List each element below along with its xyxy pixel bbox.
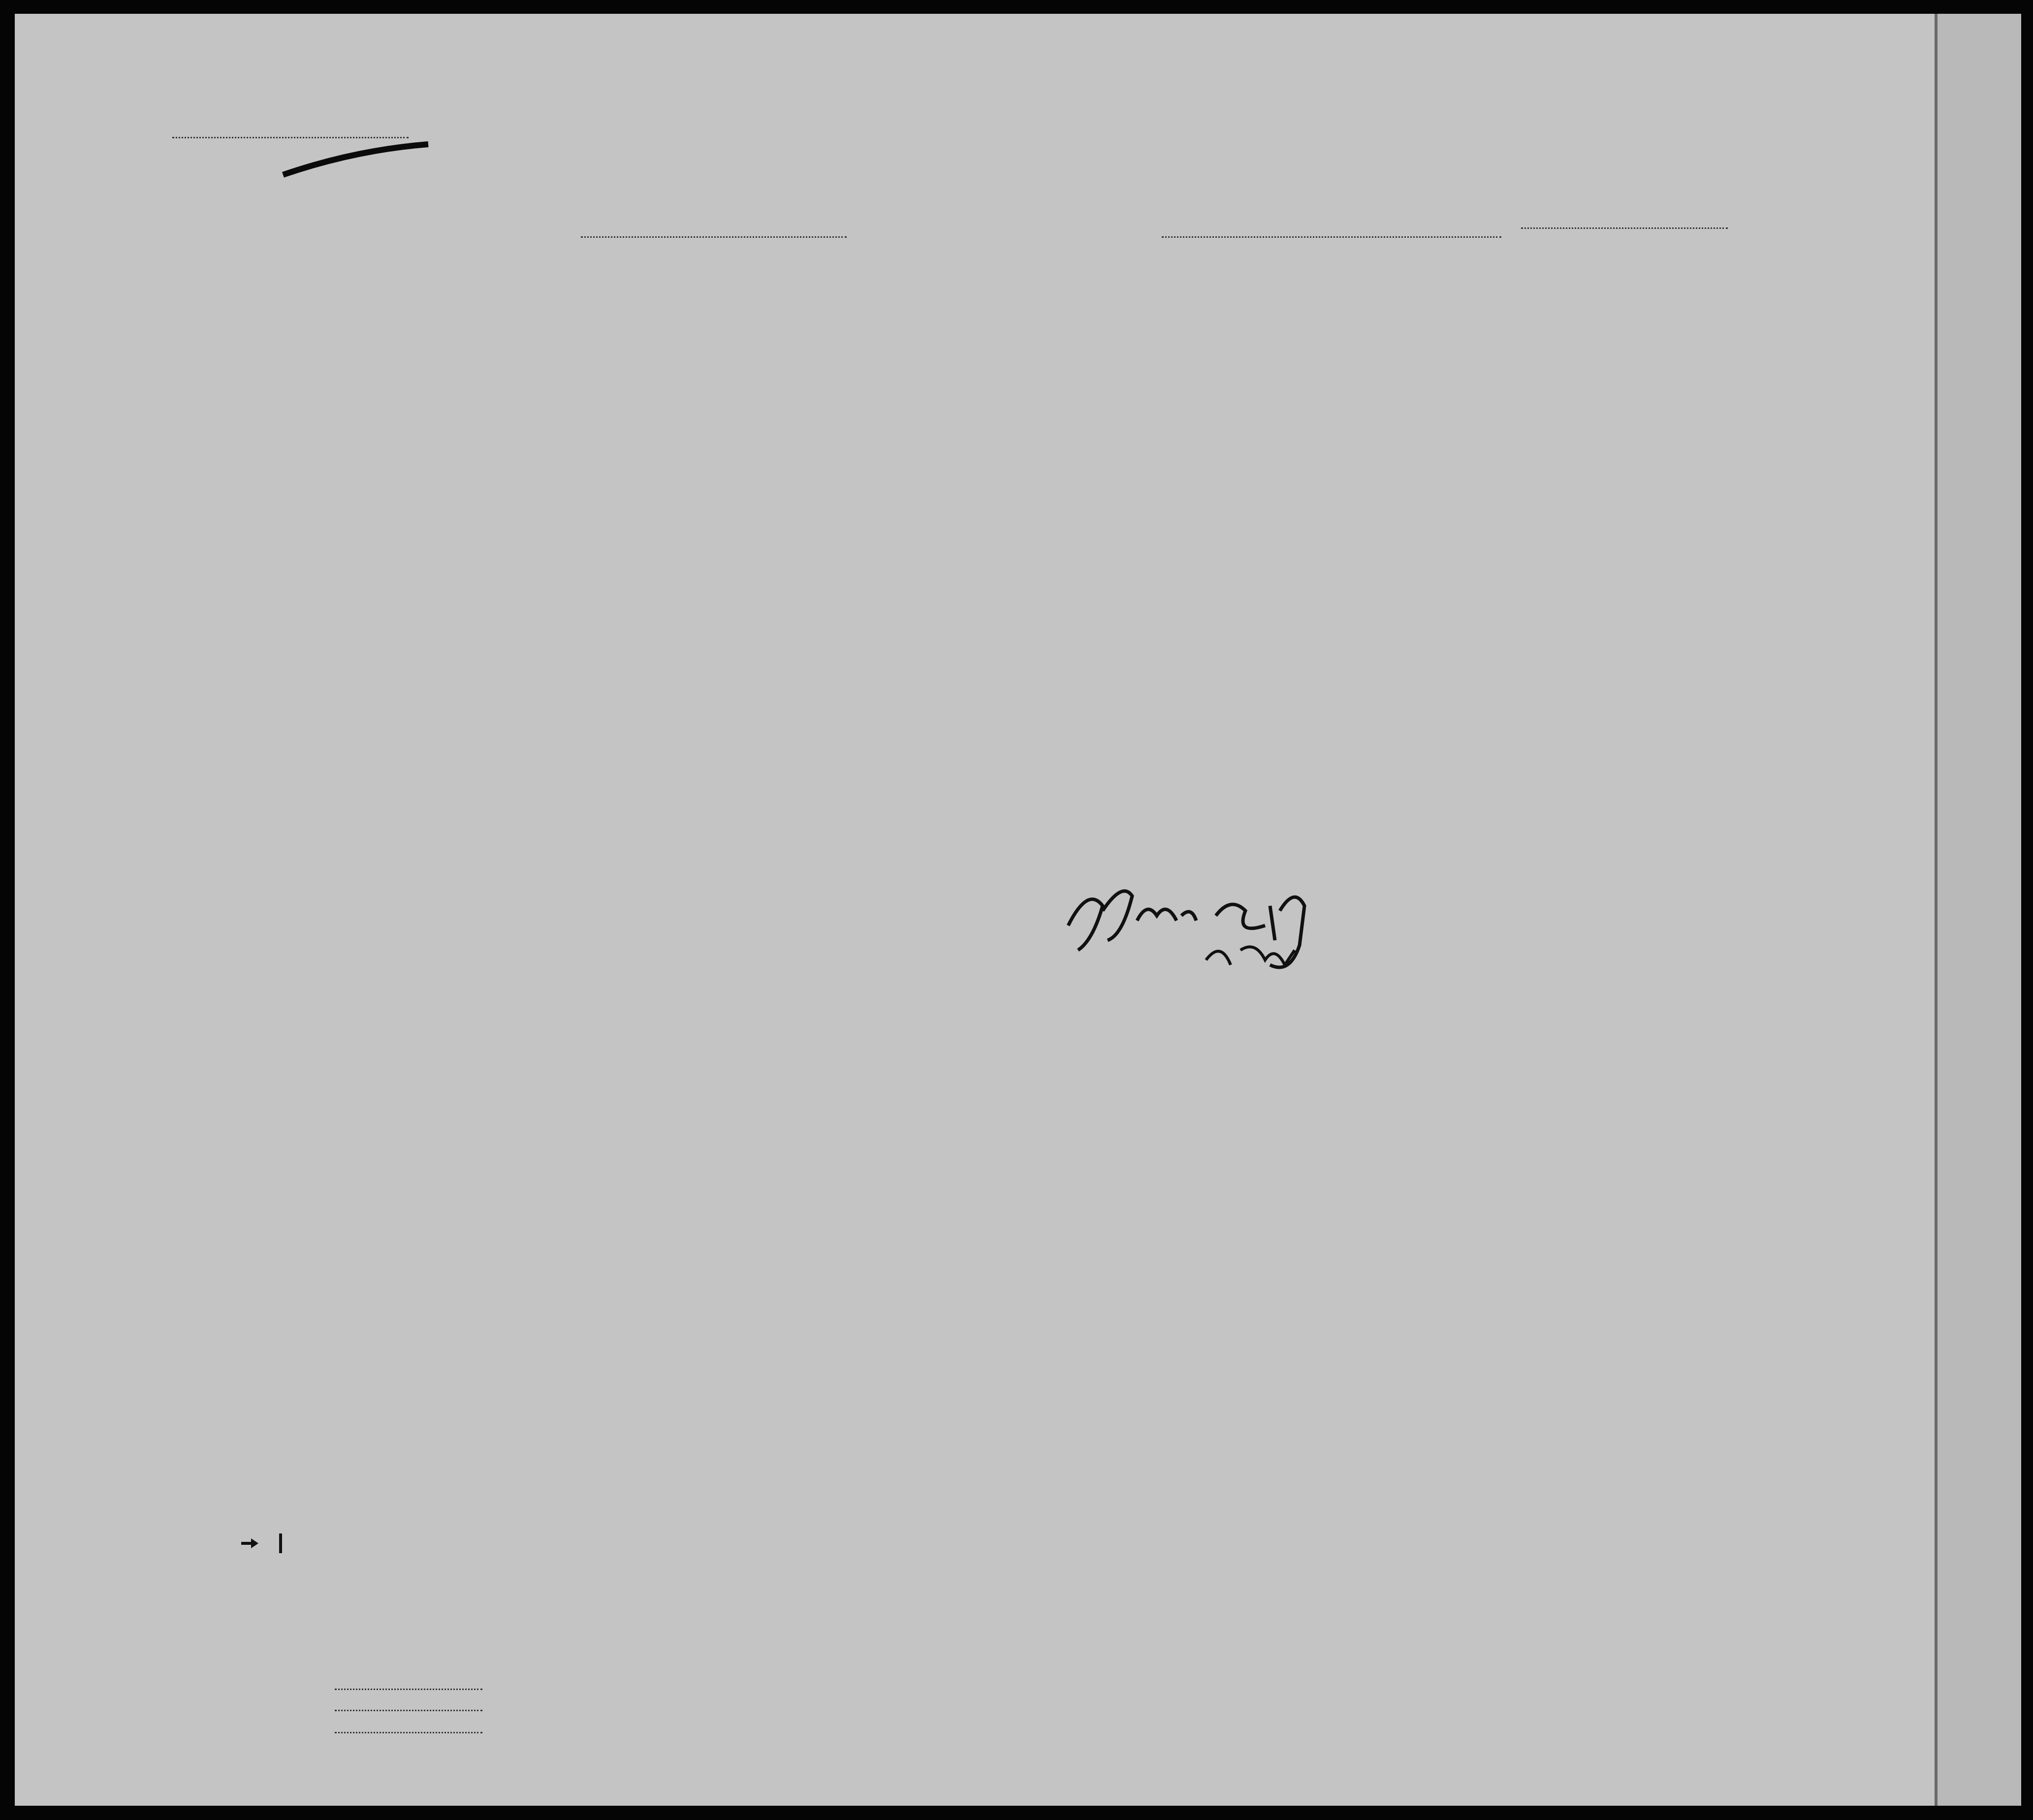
inspector-signature bbox=[1058, 866, 1364, 980]
citizens-line bbox=[335, 1710, 482, 1711]
margin-tick bbox=[236, 1531, 295, 1556]
total-line bbox=[335, 1689, 482, 1690]
aliens-line bbox=[335, 1732, 482, 1733]
